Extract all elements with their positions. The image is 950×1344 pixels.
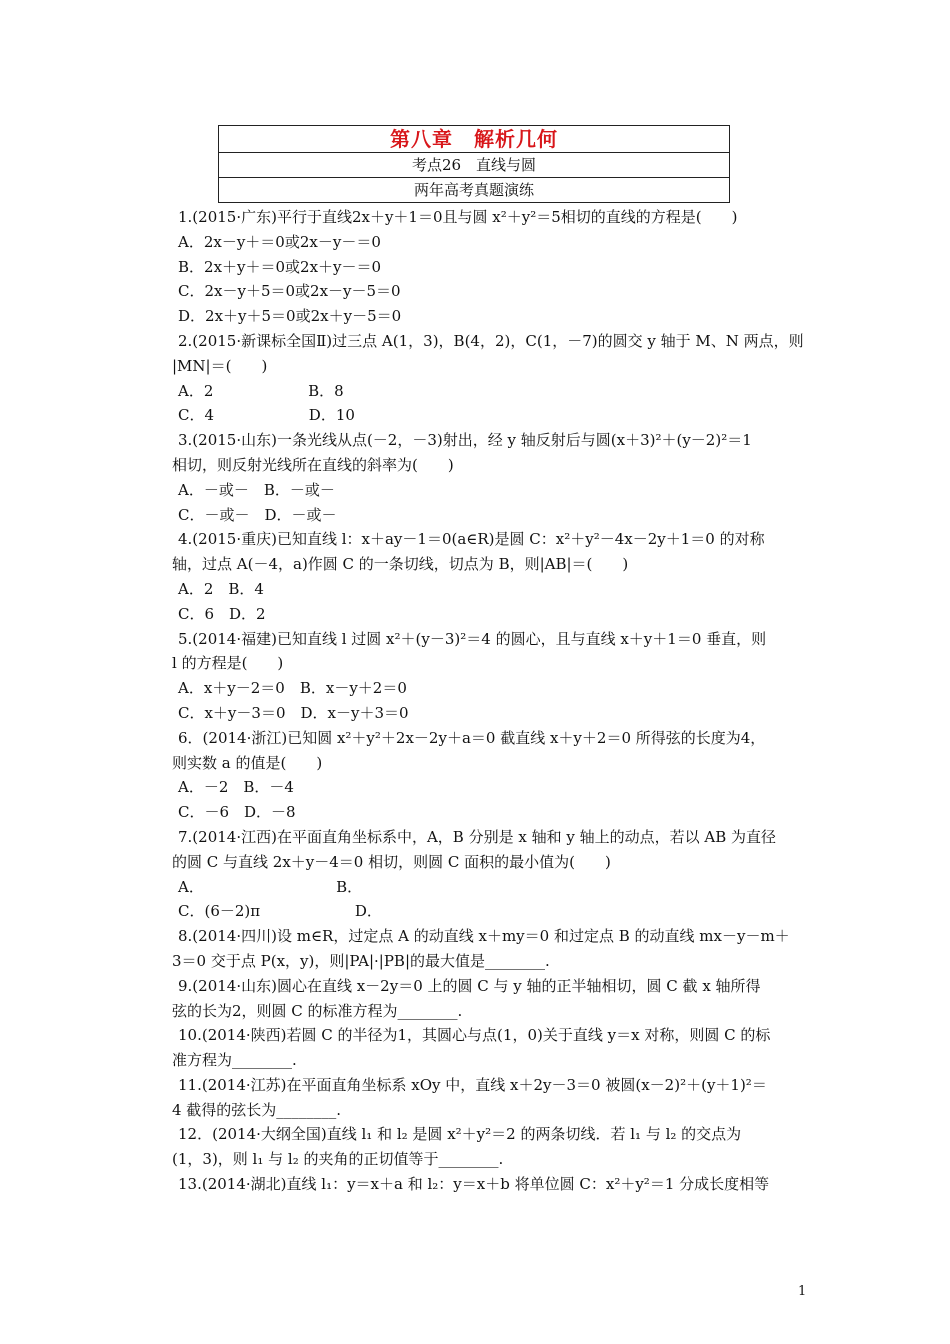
option-line: C．－或－ D．－或－: [178, 505, 337, 524]
chapter-title-row: [219, 126, 729, 152]
question-continuation-line: (1，3)，则 l₁ 与 l₂ 的夹角的正切值等于________.: [172, 1150, 504, 1169]
option-line: C．4 D．10: [178, 406, 355, 425]
question-continuation-line: 相切，则反射光线所在直线的斜率为( ): [172, 455, 454, 474]
subsection-title: 两年高考真题演练: [413, 181, 534, 199]
question-continuation-line: 4 截得的弦长为________.: [172, 1100, 342, 1119]
question-line: 3.(2015·山东)一条光线从点(－2，－3)射出，经 y 轴反射后与圆(x＋3)²＋(y－2)²＝1: [178, 431, 752, 450]
question-line: 6．(2014·浙江)已知圆 x²＋y²＋2x－2y＋a＝0 截直线 x＋y＋2＝0 所得弦的长度为4，: [178, 728, 766, 747]
option-line: A．－2 B．－4: [178, 778, 294, 797]
option-line: A．x＋y－2＝0 B．x－y＋2＝0: [178, 679, 407, 698]
question-continuation-line: 准方程为________.: [172, 1051, 297, 1070]
chapter-header-box: [218, 125, 730, 203]
option-line: C．6 D．2: [178, 604, 266, 623]
question-line: 13.(2014·湖北)直线 l₁：y＝x＋a 和 l₂：y＝x＋b 将单位圆 C：x²＋y²＝1 分成长度相等: [178, 1175, 770, 1194]
question-continuation-line: l 的方程是( ): [172, 654, 284, 673]
question-line: 8.(2014·四川)设 m∈R，过定点 A 的动直线 x＋my＝0 和过定点 B 的动直线 mx－y－m＋: [178, 927, 790, 946]
option-line: A．－或－ B．－或－: [178, 480, 335, 499]
question-line: 10.(2014·陕西)若圆 C 的半径为1，其圆心与点(1，0)关于直线 y＝x 对称，则圆 C 的标: [178, 1026, 771, 1045]
question-line: 11.(2014·江苏)在平面直角坐标系 xOy 中，直线 x＋2y－3＝0 被圆(x－2)²＋(y＋1)²＝: [178, 1075, 767, 1094]
question-continuation-line: |MN|＝( ): [172, 356, 268, 375]
question-line: 12．(2014·大纲全国)直线 l₁ 和 l₂ 是圆 x²＋y²＝2 的两条切线．若 l₁ 与 l₂ 的交点为: [178, 1125, 742, 1144]
option-line: C．(6－2)π D．: [178, 902, 382, 921]
question-continuation-line: 3＝0 交于点 P(x，y)，则|PA|·|PB|的最大值是________.: [172, 951, 550, 970]
question-line: 4.(2015·重庆)已知直线 l：x＋ay－1＝0(a∈R)是圆 C：x²＋y²－4x－2y＋1＝0 的对称: [178, 530, 765, 549]
option-line: C．－6 D．－8: [178, 803, 296, 822]
option-line: A．2 B．4: [178, 579, 264, 598]
subsection-title-row: [219, 177, 729, 202]
question-continuation-line: 轴，过点 A(－4，a)作圆 C 的一条切线，切点为 B，则|AB|＝( ): [172, 555, 629, 574]
question-line: 2.(2015·新课标全国Ⅱ)过三点 A(1，3)，B(4，2)，C(1，－7)的圆交 y 轴于 M、N 两点，则: [178, 331, 804, 350]
option-line: C．x＋y－3＝0 D．x－y＋3＝0: [178, 703, 409, 722]
option-line: D．2x＋y＋5＝0或2x＋y－5＝0: [178, 307, 402, 326]
option-line: A．2x－y＋＝0或2x－y－＝0: [178, 232, 381, 251]
question-line: 1.(2015·广东)平行于直线2x＋y＋1＝0且与圆 x²＋y²＝5相切的直线的方程是( ): [178, 208, 738, 226]
option-line: B．2x＋y＋＝0或2x＋y－＝0: [178, 257, 382, 276]
question-line: 9.(2014·山东)圆心在直线 x－2y＝0 上的圆 C 与 y 轴的正半轴相切，圆 C 截 x 轴所得: [178, 976, 761, 995]
question-continuation-line: 弦的长为2，则圆 C 的标准方程为________.: [172, 1001, 463, 1020]
question-line: 5.(2014·福建)已知直线 l 过圆 x²＋(y－3)²＝4 的圆心，且与直线 x＋y＋1＝0 垂直，则: [178, 629, 767, 648]
page-number: 1: [798, 1284, 807, 1299]
question-continuation-line: 的圆 C 与直线 2x＋y－4＝0 相切，则圆 C 面积的最小值为( ): [172, 852, 611, 871]
option-line: A．2 B．8: [178, 381, 344, 400]
question-continuation-line: 则实数 a 的值是( ): [172, 753, 323, 772]
section-title: 考点26 直线与圆: [411, 156, 537, 174]
option-line: A． B．: [178, 877, 363, 896]
section-title-row: [219, 152, 729, 177]
question-line: 7.(2014·江西)在平面直角坐标系中，A，B 分别是 x 轴和 y 轴上的动点，若以 AB 为直径: [178, 827, 776, 846]
option-line: C．2x－y＋5＝0或2x－y－5＝0: [178, 282, 401, 301]
exercise-list: [174, 205, 810, 1197]
chapter-title: 第八章 解析几何: [390, 127, 558, 151]
